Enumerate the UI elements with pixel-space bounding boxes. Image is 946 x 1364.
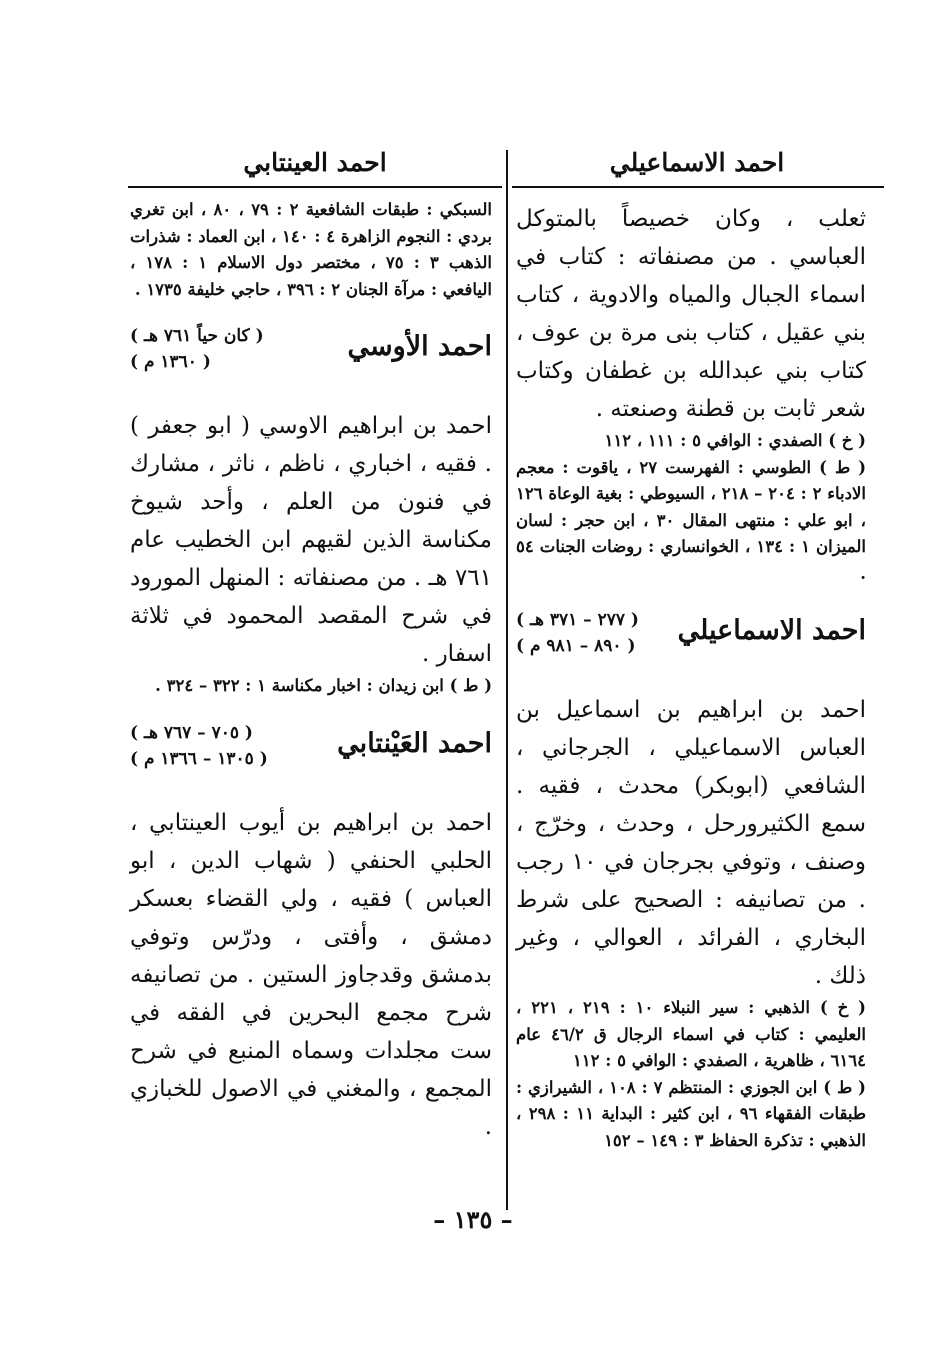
column-divider xyxy=(506,150,508,1210)
entry-dates xyxy=(130,720,268,772)
page-number: – ١٣٥ – xyxy=(433,1205,513,1234)
dates-gregorian: ( ١٣٠٥ – ١٣٦٦ م ) xyxy=(130,748,268,769)
entry-references-printed: ( ط ) ابن الجوزي : المنتظم ٧ : ١٠٨ ، الشيرازي : طبقات الفقهاء ٩٦ ، ابن كثير : البداية ١١ : ٢٩٨ ، الذهبي : تذكرة الحفاظ ٣ : ١٤٩ – ١٥٢ xyxy=(516,1077,866,1150)
entry-body: احمد بن ابراهيم بن أيوب العينتابي ، الحلبي الحنفي ( شهاب الدين ، ابو العباس ) فقيه ، ولي القضاء بعسكر دمشق ، وأفتى ، ودرّس وتوفي بدمشق وقدجاوز الستين . من تصانيفه شرح مجمع البحرين في الفقه في ست مجلدات وسماه المنبع في شرح المجمع ، والمغني في الاصول للخبازي . xyxy=(130,809,492,1140)
right-column xyxy=(516,200,866,1154)
references-printed: ( ط ) الطوسي : الفهرست ٢٧ ، ياقوت : معجم الادباء ٢ : ٢٠٤ – ٢١٨ ، السيوطي : بغية الوعاة ١٢٦ ، ابو علي : منتهى المقال ٣٠ ، ابن حجر : لسان الميزان ١ : ١٣٤ ، الخوانساري : روضات الجنات ٥٤ . xyxy=(516,457,866,583)
entry-name: احمد الأوسي xyxy=(347,331,492,362)
dates-hijri: ( ٢٧٧ – ٣٧١ هـ ) xyxy=(516,610,639,630)
entry-body: احمد بن ابراهيم بن اسماعيل بن العباس الاسماعيلي ، الجرجاني ، الشافعي (ابوبكر) محدث ، فقيه . سمع الكثيرورحل ، وحدث ، وخرّج ، وصنف ، وتوفي بجرجان في ١٠ رجب . من تصانيفه : الصحيح على شرط البخاري ، الفرائد ، العوالي ، وغير ذلك . xyxy=(516,697,866,989)
entry-name: احمد الاسماعيلي xyxy=(677,615,866,646)
entry-body: احمد بن ابراهيم الاوسي ( ابو جعفر ) . فقيه ، اخباري ، ناظم ، ناثر ، مشارك في فنون من العلم ، وأحد شيوخ مكناسة الذين لقيهم ابن الخطيب عام ٧٦١ هـ . من مصنفاته : المنهل المورود في شرح المقصد المحمود في ثلاثة اسفار . xyxy=(130,413,492,667)
dates-hijri: ( كان حياً ٧٦١ هـ ) xyxy=(130,326,264,346)
entry-heading-aintabi xyxy=(130,716,492,794)
continuation-references: السبكي : طبقات الشافعية ٢ : ٧٩ ، ٨٠ ، ابن تغري بردي : النجوم الزاهرة ٤ : ١٤٠ ، ابن العماد : شذرات الذهب ٣ : ٧٥ ، مختصر دول الاسلام ١ : ١٧٨ ، اليافعي : مرآة الجنان ٢ : ٣٩٦ ، حاجي خليفة ١٧٣٥ . xyxy=(130,200,492,299)
entry-name: احمد العَيْنتابي xyxy=(337,727,492,759)
running-header-right: احمد الاسماعيلي xyxy=(609,148,785,177)
left-column xyxy=(130,197,492,1146)
running-header-left: احمد العينتابي xyxy=(243,148,387,177)
entry-heading-ismaili xyxy=(516,603,866,681)
dates-gregorian: ( ٨٩٠ – ٩٨١ م ) xyxy=(516,636,636,656)
entry-dates xyxy=(516,607,639,659)
entry-references-manuscripts: ( خ ) الذهبي : سير النبلاء ١٠ : ٢١٩ ، ٢٢١ ، العليمي : كتاب في اسماء الرجال ق ٤٦/٢ عام ٦١٦٤ ، ظاهرية ، الصفدي : الوافي ٥ : ١١٢ xyxy=(516,998,866,1070)
header-rule-left xyxy=(128,186,502,188)
entry-heading-awsi xyxy=(130,319,492,397)
header-rule-right xyxy=(512,186,884,188)
references-manuscripts: ( خ ) الصفدي : الوافي ٥ : ١١١ ، ١١٢ xyxy=(604,431,866,450)
dates-hijri: ( ٧٠٥ – ٧٦٧ هـ ) xyxy=(130,722,253,743)
entry-dates xyxy=(130,323,264,375)
continuation-text: ثعلب ، وكان خصيصاً بالمتوكل العباسي . من مصنفاته : كتاب في اسماء الجبال والمياه والادوية ، كتاب بني عقيل ، كتاب بنى مرة بن عوف ، كتاب بني عبدالله بن غطفان وكتاب شعر ثابت بن قطنة وصنعته . xyxy=(516,206,866,422)
dates-gregorian: ( ١٣٦٠ م ) xyxy=(130,352,211,372)
entry-references: ( ط ) ابن زيدان : اخبار مكناسة ١ : ٣٢٢ – ٣٢٤ . xyxy=(155,676,492,695)
